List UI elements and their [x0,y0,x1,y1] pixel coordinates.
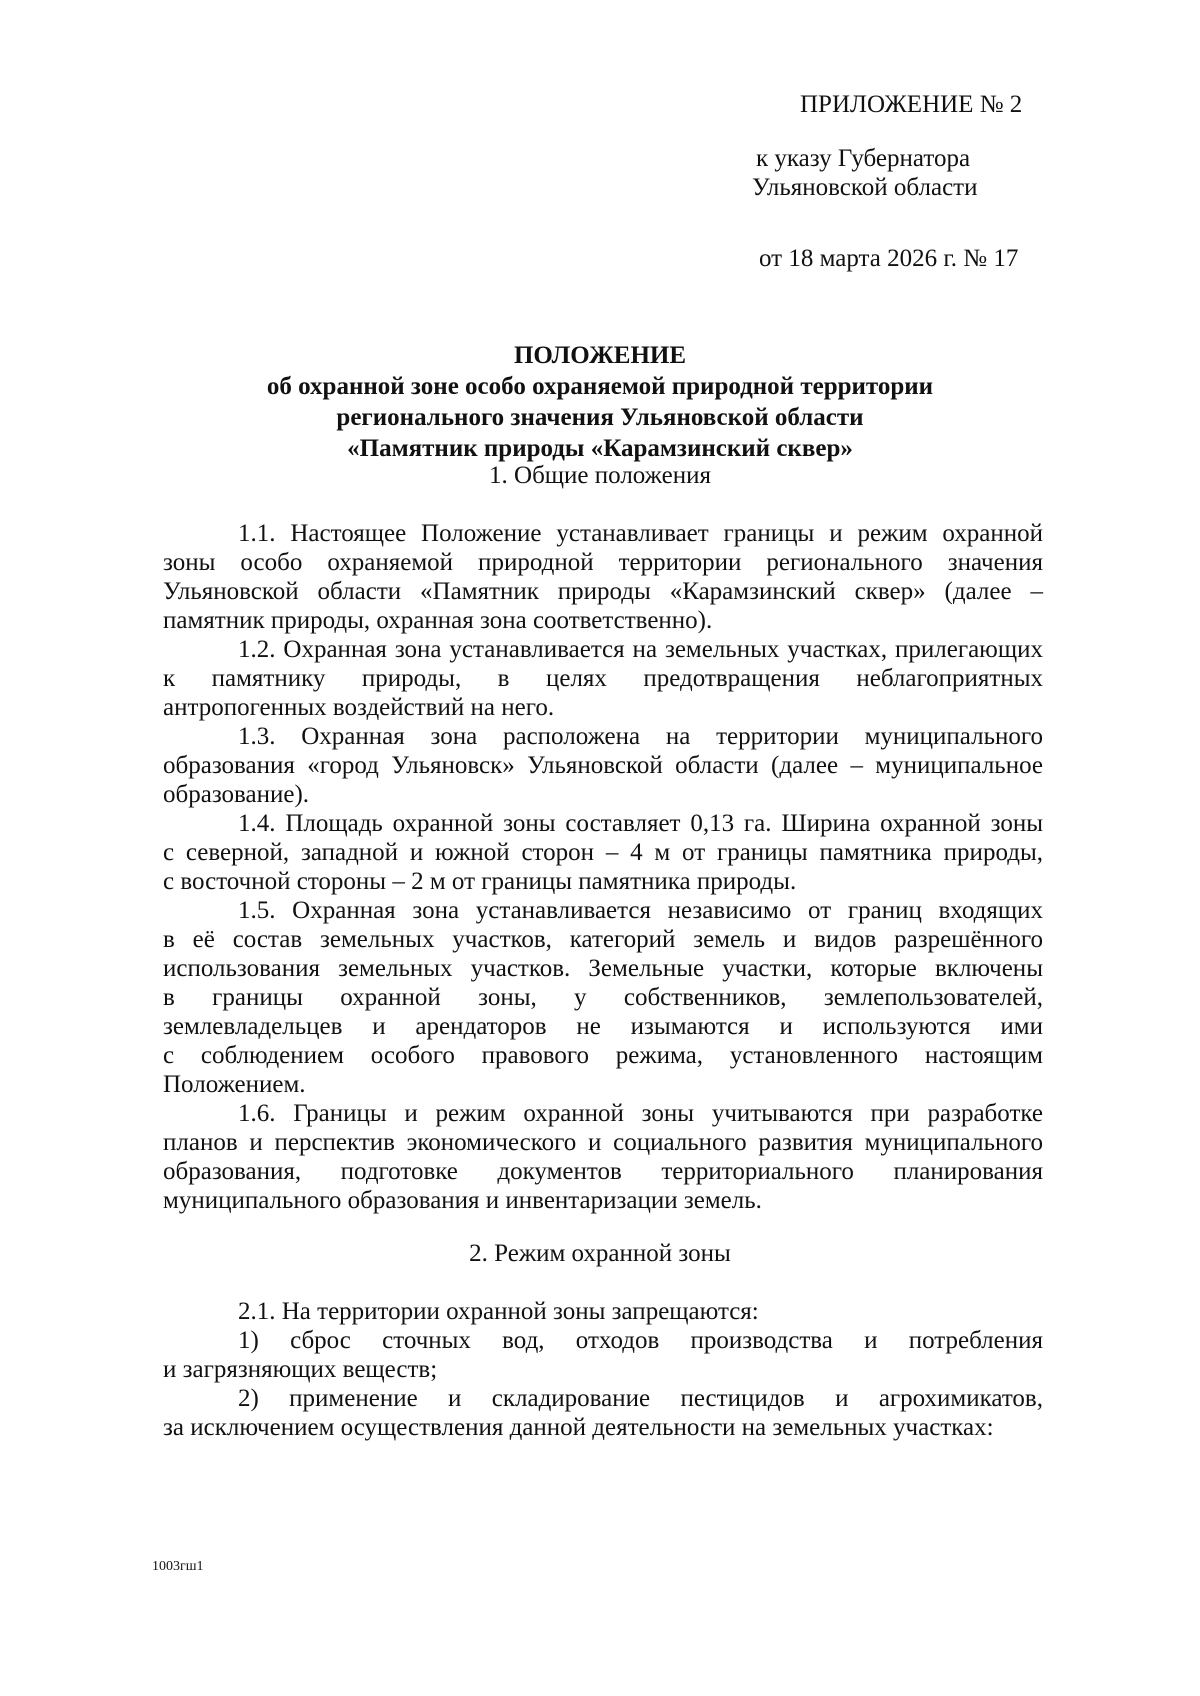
paragraph-line: антропогенных воздействий на него. [163,694,555,721]
paragraph-line: с северной, западной и южной сторон – 4 м от границы памятника природы, [163,839,1043,866]
paragraph-line: Положением. [163,1071,306,1098]
paragraph-line: с восточной стороны – 2 м от границы памятника природы. [163,868,797,895]
section-2-heading: 2. Режим охранной зоны [469,1240,731,1267]
paragraph-line: Ульяновской области «Памятник природы «Карамзинский сквер» (далее – [163,578,1043,605]
appendix-label: ПРИЛОЖЕНИЕ № 2 [800,91,1023,118]
paragraph-line: 1.3. Охранная зона расположена на территории муниципального [238,723,1043,750]
title-line-2: регионального значения Ульяновской области [336,404,864,431]
paragraph-line: образование). [163,781,310,808]
paragraph-line: в границы охранной зоны, у собственников, землепользователей, [163,984,1043,1011]
decree-date-number: от 18 марта 2026 г. № 17 [759,245,1019,272]
paragraph-line: 2) применение и складирование пестицидов и агрохимикатов, [238,1385,1043,1412]
paragraph-line: и загрязняющих веществ; [163,1356,438,1383]
paragraph-line: памятник природы, охранная зона соответственно). [163,607,713,634]
paragraph-line: к памятнику природы, в целях предотвращения неблагоприятных [163,665,1043,692]
paragraph-line: планов и перспектив экономического и социального развития муниципального [163,1129,1043,1156]
paragraph-line: 1.1. Настоящее Положение устанавливает границы и режим охранной [238,520,1043,547]
paragraph-line: в её состав земельных участков, категорий земель и видов разрешённого [163,926,1043,953]
section-1-heading: 1. Общие положения [489,462,711,489]
paragraph-line: 2.1. На территории охранной зоны запрещаются: [238,1298,759,1325]
paragraph-line: зоны особо охраняемой природной территории регионального значения [163,549,1043,576]
paragraph-line: использования земельных участков. Земельные участки, которые включены [163,955,1043,982]
paragraph-line: 1.5. Охранная зона устанавливается независимо от границ входящих [238,897,1043,924]
paragraph-line: 1.4. Площадь охранной зоны составляет 0,13 га. Ширина охранной зоны [238,810,1043,837]
paragraph-line: землевладельцев и арендаторов не изымаются и используются ими [163,1013,1043,1040]
paragraph-line: 1) сброс сточных вод, отходов производства и потребления [238,1327,1043,1354]
paragraph-line: 1.2. Охранная зона устанавливается на земельных участках, прилегающих [238,636,1043,663]
title-line-3: «Памятник природы «Карамзинский сквер» [347,435,853,462]
document-title [150,340,1050,464]
paragraph-line: муниципального образования и инвентаризации земель. [163,1187,762,1214]
paragraph-line: образования «город Ульяновск» Ульяновской области (далее – муниципальное [163,752,1043,779]
title-line-1: об охранной зоне особо охраняемой природной территории [266,373,934,400]
paragraph-line: 1.6. Границы и режим охранной зоны учитываются при разработке [238,1100,1043,1127]
decree-reference-line-2: Ульяновской области [752,174,978,201]
document-code: 1003гш1 [152,1559,204,1574]
title-heading: ПОЛОЖЕНИЕ [513,342,687,369]
decree-reference-line-1: к указу Губернатора [756,145,971,172]
paragraph-line: с соблюдением особого правового режима, установленного настоящим [163,1042,1043,1069]
paragraph-line: образования, подготовке документов территориального планирования [163,1158,1043,1185]
paragraph-line: за исключением осуществления данной деятельности на земельных участках: [163,1414,994,1441]
